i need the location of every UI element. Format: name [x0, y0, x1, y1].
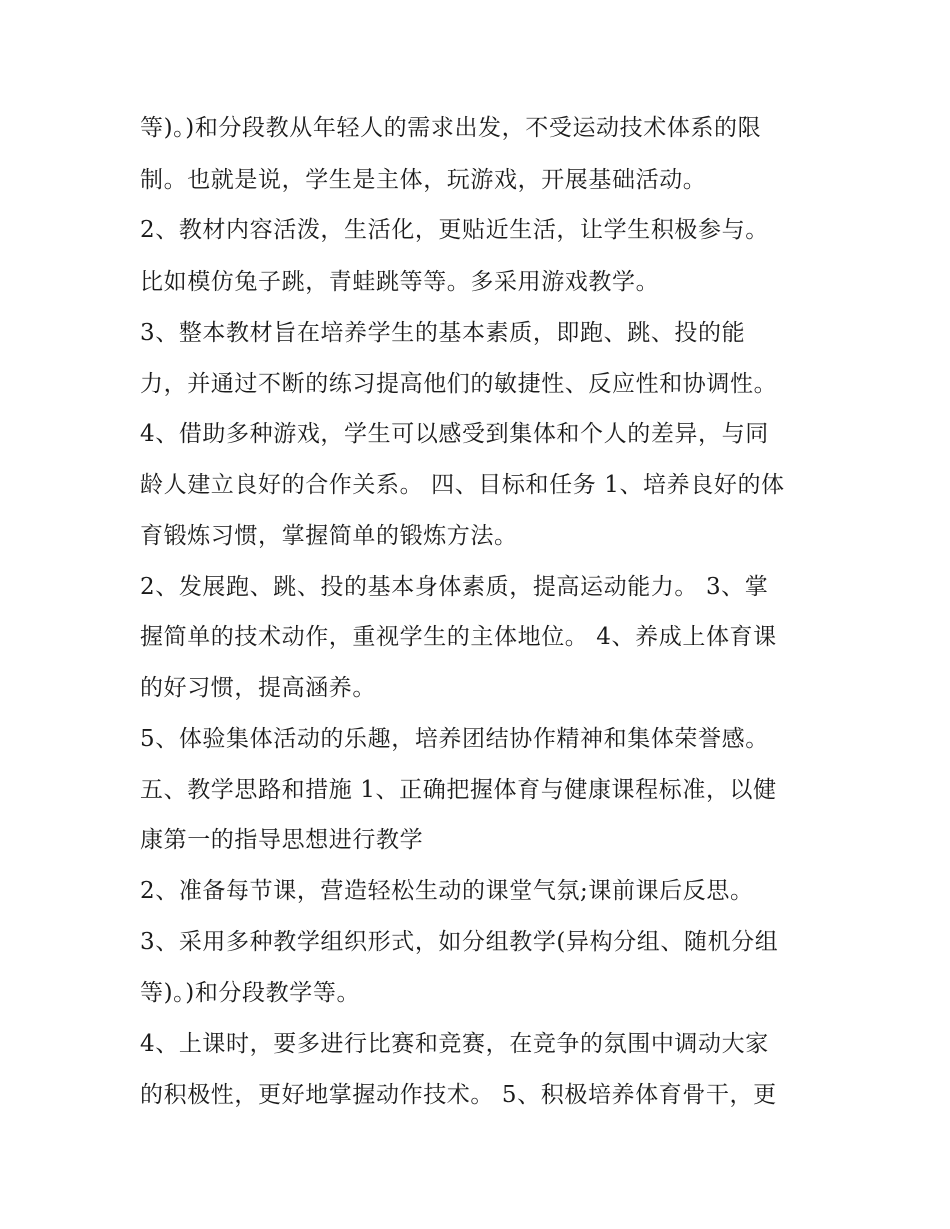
text-line: 力，并通过不断的练习提高他们的敏捷性、反应性和协调性。 — [140, 371, 778, 397]
text-line: 等)。)和分段教学等。 — [140, 980, 361, 1006]
text-line: 3、采用多种教学组织形式，如分组教学(异构分组、随机分组 — [140, 929, 779, 955]
text-line: 2、准备每节课，营造轻松生动的课堂气氛;课前课后反思。 — [140, 878, 754, 904]
text-line: 3、整本教材旨在培养学生的基本素质，即跑、跳、投的能 — [140, 320, 746, 346]
text-line: 制。也就是说，学生是主体，玩游戏，开展基础活动。 — [140, 167, 707, 193]
text-line: 4、借助多种游戏，学生可以感受到集体和个人的差异，与同 — [140, 421, 769, 447]
text-line: 握简单的技术动作，重视学生的主体地位。 4、养成上体育课 — [140, 624, 777, 650]
text-line: 的积极性，更好地掌握动作技术。 5、积极培养体育骨干，更 — [140, 1082, 777, 1108]
text-line: 4、上课时，要多进行比赛和竞赛，在竞争的氛围中调动大家 — [140, 1031, 769, 1057]
text-line: 2、教材内容活泼，生活化，更贴近生活，让学生积极参与。 — [140, 217, 769, 243]
text-line: 5、体验集体活动的乐趣，培养团结协作精神和集体荣誉感。 — [140, 726, 769, 752]
text-line: 的好习惯，提高涵养。 — [140, 675, 376, 701]
text-line: 龄人建立良好的合作关系。 四、目标和任务 1、培养良好的体 — [140, 472, 785, 498]
text-line: 五、教学思路和措施 1、正确把握体育与健康课程标准，以健 — [140, 777, 777, 803]
text-line: 育锻炼习惯，掌握简单的锻炼方法。 — [140, 523, 518, 549]
text-line: 康第一的指导思想进行教学 — [140, 827, 424, 853]
text-line: 2、发展跑、跳、投的基本身体素质，提高运动能力。 3、掌 — [140, 574, 769, 600]
text-line: 等)。)和分段教从年轻人的需求出发，不受运动技术体系的限 — [140, 115, 762, 141]
text-line: 比如模仿兔子跳，青蛙跳等等。多采用游戏教学。 — [140, 269, 660, 295]
